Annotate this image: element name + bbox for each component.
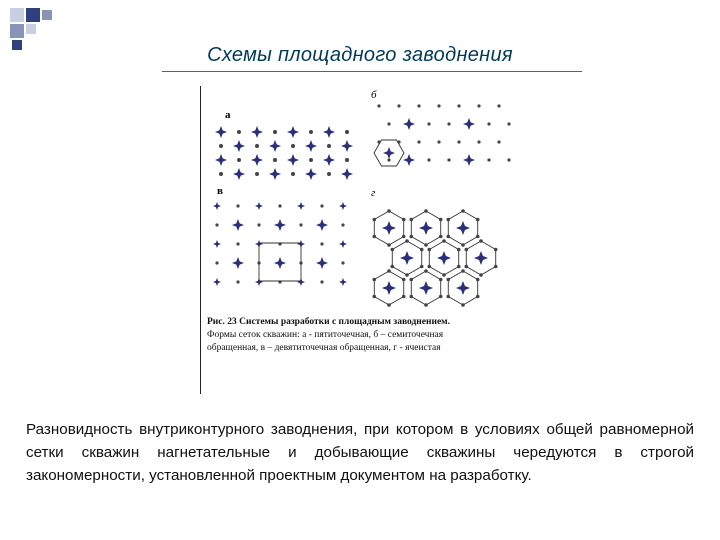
deco-square <box>26 24 36 34</box>
production-well-marker <box>219 144 223 148</box>
production-well-marker <box>457 104 460 107</box>
production-well-marker <box>487 158 490 161</box>
production-well-marker <box>345 158 349 162</box>
injection-well-marker <box>463 118 475 130</box>
caption-line: Формы сеток скважин: а - пятиточечная, б – семиточечная <box>207 330 444 340</box>
production-well-marker <box>494 265 498 269</box>
production-well-marker <box>476 218 480 222</box>
injection-well-marker <box>456 221 470 235</box>
deco-square <box>42 10 52 20</box>
production-well-marker <box>372 218 376 222</box>
injection-well-marker <box>233 168 245 180</box>
production-well-marker <box>236 204 239 207</box>
production-well-marker <box>341 261 344 264</box>
injection-well-marker <box>456 281 470 295</box>
panel-label-v: в <box>217 185 223 197</box>
injection-well-marker <box>269 140 281 152</box>
injection-well-marker <box>474 251 488 265</box>
panel-v-nine-spot <box>213 202 347 286</box>
injection-well-marker <box>251 154 263 166</box>
panel-g-cellular <box>372 209 497 307</box>
production-well-marker <box>237 130 241 134</box>
production-well-marker <box>494 248 498 252</box>
production-well-marker <box>291 144 295 148</box>
production-well-marker <box>427 158 430 161</box>
production-well-marker <box>219 172 223 176</box>
production-well-marker <box>327 172 331 176</box>
production-well-marker <box>437 140 440 143</box>
production-well-marker <box>236 280 239 283</box>
production-well-marker <box>405 239 409 243</box>
injection-well-marker <box>274 257 286 269</box>
production-well-marker <box>420 265 424 269</box>
injection-well-marker <box>341 140 353 152</box>
injection-well-marker <box>323 154 335 166</box>
production-well-marker <box>464 248 468 252</box>
production-well-marker <box>424 303 428 307</box>
production-well-marker <box>387 243 391 247</box>
production-well-marker <box>320 242 323 245</box>
injection-well-marker <box>400 251 414 265</box>
production-well-marker <box>439 295 443 299</box>
production-well-marker <box>377 104 380 107</box>
production-well-marker <box>442 273 446 277</box>
production-well-marker <box>402 278 406 282</box>
production-well-marker <box>372 295 376 299</box>
production-well-marker <box>387 269 391 273</box>
panel-label-b: б <box>371 89 377 101</box>
production-well-marker <box>417 104 420 107</box>
injection-well-marker <box>403 118 415 130</box>
injection-well-marker <box>403 154 415 166</box>
production-well-marker <box>409 278 413 282</box>
production-well-marker <box>427 248 431 252</box>
production-well-marker <box>461 269 465 273</box>
production-well-marker <box>236 242 239 245</box>
injection-well-marker <box>341 168 353 180</box>
production-well-marker <box>320 280 323 283</box>
production-well-marker <box>237 158 241 162</box>
injection-well-marker <box>274 219 286 231</box>
injection-well-marker <box>339 240 347 248</box>
production-well-marker <box>479 239 483 243</box>
caption-title: Рис. 23 Системы разработки с площадным заводнением. <box>207 317 451 327</box>
injection-well-marker <box>419 221 433 235</box>
production-well-marker <box>424 209 428 213</box>
injection-well-marker <box>251 126 263 138</box>
production-well-marker <box>215 223 218 226</box>
slide-title: Схемы площадного заводнения <box>207 44 513 66</box>
injection-well-marker <box>316 219 328 231</box>
injection-well-marker <box>213 202 221 210</box>
production-well-marker <box>437 104 440 107</box>
injection-well-marker <box>255 202 263 210</box>
production-well-marker <box>447 122 450 125</box>
production-well-marker <box>446 235 450 239</box>
injection-well-marker <box>213 278 221 286</box>
production-well-marker <box>497 104 500 107</box>
production-well-marker <box>446 278 450 282</box>
production-well-marker <box>497 140 500 143</box>
injection-well-marker <box>383 147 395 159</box>
panel-label-g: г <box>371 187 376 199</box>
production-well-marker <box>447 158 450 161</box>
injection-well-marker <box>305 140 317 152</box>
production-well-marker <box>255 172 259 176</box>
injection-well-marker <box>215 126 227 138</box>
production-well-marker <box>390 265 394 269</box>
production-well-marker <box>257 223 260 226</box>
production-well-marker <box>372 278 376 282</box>
injection-well-marker <box>419 281 433 295</box>
production-well-marker <box>424 269 428 273</box>
production-well-marker <box>424 243 428 247</box>
production-well-marker <box>446 218 450 222</box>
production-well-marker <box>309 158 313 162</box>
panel-a-five-spot <box>215 126 353 180</box>
production-well-marker <box>461 209 465 213</box>
production-well-marker <box>409 295 413 299</box>
injection-well-marker <box>382 281 396 295</box>
injection-well-marker <box>339 278 347 286</box>
slide-body-text: Разновидность внутриконтурного заводнения, при котором в условиях общей равномерной сетки скважин нагнетательные и добывающие скважины чередуются в строгой закономерности, установленной проектным документом на разработку. <box>26 421 694 484</box>
production-well-marker <box>439 235 443 239</box>
injection-well-marker <box>437 251 451 265</box>
panel-label-a: а <box>225 109 231 121</box>
production-well-marker <box>477 104 480 107</box>
production-well-marker <box>215 261 218 264</box>
injection-well-marker <box>233 140 245 152</box>
production-well-marker <box>327 144 331 148</box>
production-well-marker <box>409 235 413 239</box>
injection-well-marker <box>463 154 475 166</box>
production-well-marker <box>409 218 413 222</box>
production-well-marker <box>457 140 460 143</box>
injection-well-marker <box>213 240 221 248</box>
production-well-marker <box>387 122 390 125</box>
production-well-marker <box>417 140 420 143</box>
production-well-marker <box>299 223 302 226</box>
injection-well-marker <box>339 202 347 210</box>
well-pattern-diagram <box>201 86 515 316</box>
production-well-marker <box>397 104 400 107</box>
production-well-marker <box>402 235 406 239</box>
production-well-marker <box>372 235 376 239</box>
deco-square <box>10 8 24 22</box>
injection-well-marker <box>305 168 317 180</box>
production-well-marker <box>464 265 468 269</box>
production-well-marker <box>507 158 510 161</box>
figure-caption <box>207 316 512 355</box>
injection-well-marker <box>382 221 396 235</box>
production-well-marker <box>273 130 277 134</box>
production-well-marker <box>278 204 281 207</box>
injection-well-marker <box>323 126 335 138</box>
production-well-marker <box>387 303 391 307</box>
deco-square <box>26 8 40 22</box>
production-well-marker <box>487 122 490 125</box>
production-well-marker <box>255 144 259 148</box>
production-well-marker <box>345 130 349 134</box>
production-well-marker <box>402 218 406 222</box>
injection-well-marker <box>232 257 244 269</box>
production-well-marker <box>442 239 446 243</box>
injection-well-marker <box>316 257 328 269</box>
production-well-marker <box>273 158 277 162</box>
injection-well-marker <box>232 219 244 231</box>
production-well-marker <box>476 235 480 239</box>
production-well-marker <box>402 295 406 299</box>
production-well-marker <box>457 265 461 269</box>
production-well-marker <box>405 273 409 277</box>
production-well-marker <box>446 295 450 299</box>
production-well-marker <box>291 172 295 176</box>
production-well-marker <box>320 204 323 207</box>
production-well-marker <box>461 303 465 307</box>
production-well-marker <box>477 140 480 143</box>
injection-well-marker <box>269 168 281 180</box>
injection-well-marker <box>215 154 227 166</box>
production-well-marker <box>427 122 430 125</box>
production-well-marker <box>341 223 344 226</box>
panel-b-seven-spot <box>374 104 511 166</box>
production-well-marker <box>476 278 480 282</box>
injection-well-marker <box>297 202 305 210</box>
well-pattern-figure <box>200 86 515 394</box>
production-well-marker <box>420 248 424 252</box>
production-well-marker <box>457 248 461 252</box>
injection-well-marker <box>287 154 299 166</box>
production-well-marker <box>476 295 480 299</box>
title-underline <box>162 71 582 72</box>
production-well-marker <box>309 130 313 134</box>
production-well-marker <box>439 278 443 282</box>
caption-line: обращенная, в – девятиточечная обращенная, г - ячеистая <box>207 343 441 353</box>
production-well-marker <box>390 248 394 252</box>
deco-square <box>10 24 24 38</box>
production-well-marker <box>507 122 510 125</box>
production-well-marker <box>461 243 465 247</box>
production-well-marker <box>387 209 391 213</box>
production-well-marker <box>439 218 443 222</box>
production-well-marker <box>479 273 483 277</box>
injection-well-marker <box>287 126 299 138</box>
production-well-marker <box>427 265 431 269</box>
